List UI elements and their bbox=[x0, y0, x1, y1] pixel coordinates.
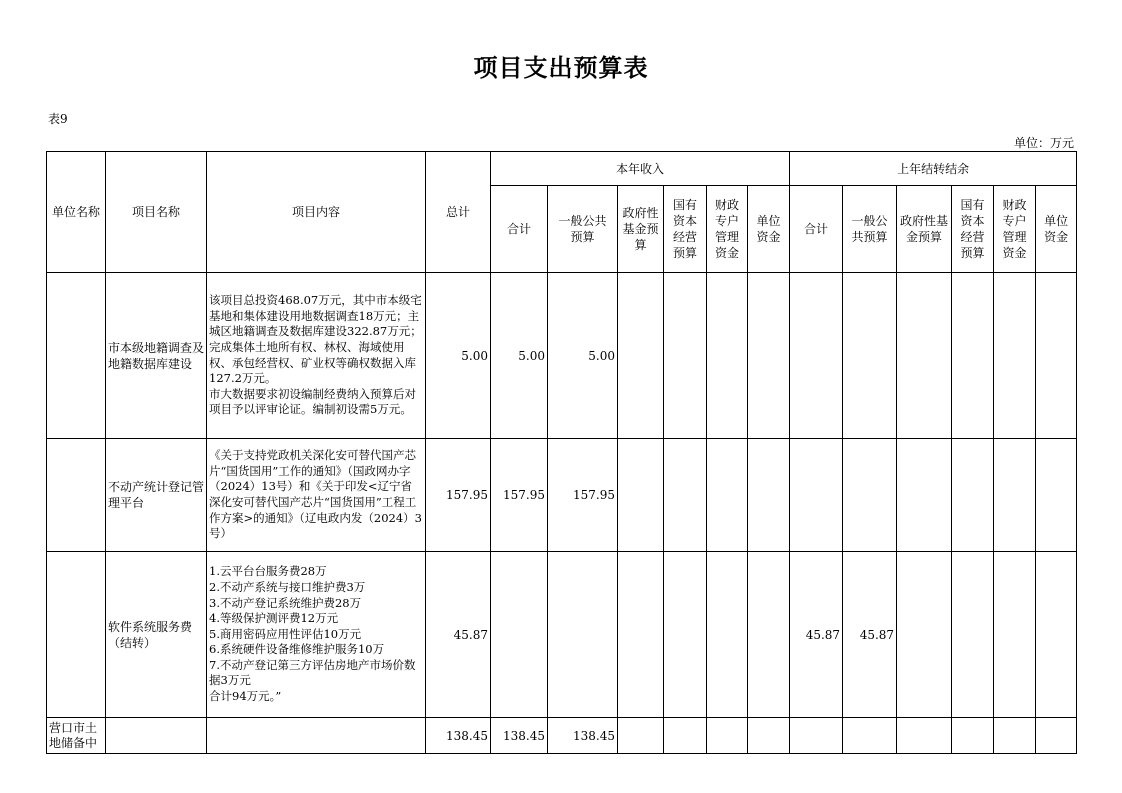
cell-carry-state bbox=[952, 718, 994, 754]
cell-cur-gov-fund bbox=[618, 439, 664, 552]
cell-carry-state bbox=[952, 439, 994, 552]
cell-content bbox=[207, 718, 426, 754]
cell-cur-state bbox=[664, 718, 707, 754]
cell-carry-gov-fund bbox=[897, 273, 952, 439]
cell-cur-general bbox=[548, 552, 618, 718]
header-cur-general: 一般公共 预算 bbox=[548, 186, 618, 273]
cell-total: 157.95 bbox=[426, 439, 491, 552]
cell-cur-unit bbox=[748, 718, 790, 754]
table-row bbox=[47, 439, 1077, 552]
cell-cur-unit bbox=[748, 552, 790, 718]
header-carryover: 上年结转结余 bbox=[790, 152, 1077, 186]
cell-carry-general bbox=[843, 718, 897, 754]
cell-carry-subtotal bbox=[790, 273, 843, 439]
budget-table bbox=[46, 151, 1077, 754]
header-carry-general: 一般公 共预算 bbox=[843, 186, 897, 273]
cell-unit: 营口市土地储备中 bbox=[47, 718, 106, 754]
table-row bbox=[47, 718, 1077, 754]
cell-project: 软件系统服务费（结转） bbox=[106, 552, 207, 718]
header-unit-name: 单位名称 bbox=[47, 152, 106, 273]
cell-cur-gov-fund bbox=[618, 552, 664, 718]
header-carry-subtotal: 合计 bbox=[790, 186, 843, 273]
cell-carry-general: 45.87 bbox=[843, 552, 897, 718]
cell-carry-unit bbox=[1036, 718, 1077, 754]
cell-carry-fiscal bbox=[994, 273, 1036, 439]
cell-carry-general bbox=[843, 439, 897, 552]
cell-cur-fiscal bbox=[707, 552, 748, 718]
cell-cur-fiscal bbox=[707, 718, 748, 754]
cell-cur-unit bbox=[748, 273, 790, 439]
cell-cur-subtotal: 5.00 bbox=[491, 273, 548, 439]
cell-carry-unit bbox=[1036, 439, 1077, 552]
header-carry-fiscal-special: 财政 专户 管理 资金 bbox=[994, 186, 1036, 273]
table-row bbox=[47, 552, 1077, 718]
header-project-name: 项目名称 bbox=[106, 152, 207, 273]
cell-carry-general bbox=[843, 273, 897, 439]
cell-cur-general: 157.95 bbox=[548, 439, 618, 552]
cell-cur-state bbox=[664, 552, 707, 718]
cell-content: 《关于支持党政机关深化安可替代国产芯片“国货国用”工作的通知》（国政网办字（2024）13号）和《关于印发<辽宁省深化安可替代国产芯片“国货国用”工程工作方案>的通知》（辽电政内发（2024）3号） bbox=[207, 439, 426, 552]
cell-carry-fiscal bbox=[994, 718, 1036, 754]
cell-carry-unit bbox=[1036, 552, 1077, 718]
cell-cur-gov-fund bbox=[618, 273, 664, 439]
cell-cur-subtotal bbox=[491, 552, 548, 718]
cell-carry-fiscal bbox=[994, 552, 1036, 718]
cell-unit bbox=[47, 439, 106, 552]
cell-total: 138.45 bbox=[426, 718, 491, 754]
cell-unit bbox=[47, 552, 106, 718]
page-title: 项目支出预算表 bbox=[473, 54, 649, 82]
cell-project: 市本级地籍调查及地籍数据库建设 bbox=[106, 273, 207, 439]
header-carry-gov-fund: 政府性基 金预算 bbox=[897, 186, 952, 273]
header-carry-unit-funds: 单位 资金 bbox=[1036, 186, 1077, 273]
header-cur-gov-fund: 政府性 基金预 算 bbox=[618, 186, 664, 273]
header-total: 总计 bbox=[426, 152, 491, 273]
cell-cur-state bbox=[664, 439, 707, 552]
header-cur-state-capital: 国有 资本 经营 预算 bbox=[664, 186, 707, 273]
cell-cur-gov-fund bbox=[618, 718, 664, 754]
cell-cur-subtotal: 138.45 bbox=[491, 718, 548, 754]
cell-project: 不动产统计登记管理平台 bbox=[106, 439, 207, 552]
header-carry-state-capital: 国有 资本 经营 预算 bbox=[952, 186, 994, 273]
cell-carry-unit bbox=[1036, 273, 1077, 439]
cell-cur-state bbox=[664, 273, 707, 439]
cell-content: 1.云平台台服务费28万 2.不动产系统与接口维护费3万 3.不动产登记系统维护费28万 4.等级保护测评费12万元 5.商用密码应用性评估10万元 6.系统硬件设备维修维护服务10万 7.不动产登记第三方评估房地产市场价数据3万元 合计94万元。” bbox=[207, 552, 426, 718]
header-current-income: 本年收入 bbox=[491, 152, 790, 186]
header-cur-unit-funds: 单位 资金 bbox=[748, 186, 790, 273]
cell-carry-gov-fund bbox=[897, 718, 952, 754]
cell-carry-fiscal bbox=[994, 439, 1036, 552]
cell-carry-subtotal bbox=[790, 718, 843, 754]
cell-carry-subtotal bbox=[790, 439, 843, 552]
cell-cur-unit bbox=[748, 439, 790, 552]
cell-project bbox=[106, 718, 207, 754]
cell-cur-general: 5.00 bbox=[548, 273, 618, 439]
cell-cur-subtotal: 157.95 bbox=[491, 439, 548, 552]
cell-carry-gov-fund bbox=[897, 439, 952, 552]
cell-carry-state bbox=[952, 273, 994, 439]
header-cur-fiscal-special: 财政 专户 管理 资金 bbox=[707, 186, 748, 273]
cell-carry-gov-fund bbox=[897, 552, 952, 718]
cell-carry-subtotal: 45.87 bbox=[790, 552, 843, 718]
cell-cur-fiscal bbox=[707, 439, 748, 552]
table-row bbox=[47, 273, 1077, 439]
cell-content: 该项目总投资468.07万元，其中市本级宅基地和集体建设用地数据调查18万元；主城区地籍调查及数据库建设322.87万元；完成集体土地所有权、林权、海域使用权、承包经营权、矿业权等确权数据入库127.2万元。 市大数据要求初设编制经费纳入预算后对项目予以评审论证。编制初设需5万元。 bbox=[207, 273, 426, 439]
table-number: 表9 bbox=[48, 112, 68, 126]
cell-carry-state bbox=[952, 552, 994, 718]
cell-cur-fiscal bbox=[707, 273, 748, 439]
header-project-content: 项目内容 bbox=[207, 152, 426, 273]
cell-cur-general: 138.45 bbox=[548, 718, 618, 754]
cell-total: 5.00 bbox=[426, 273, 491, 439]
unit-label: 单位：万元 bbox=[1013, 136, 1074, 150]
cell-total: 45.87 bbox=[426, 552, 491, 718]
cell-unit bbox=[47, 273, 106, 439]
header-cur-subtotal: 合计 bbox=[491, 186, 548, 273]
